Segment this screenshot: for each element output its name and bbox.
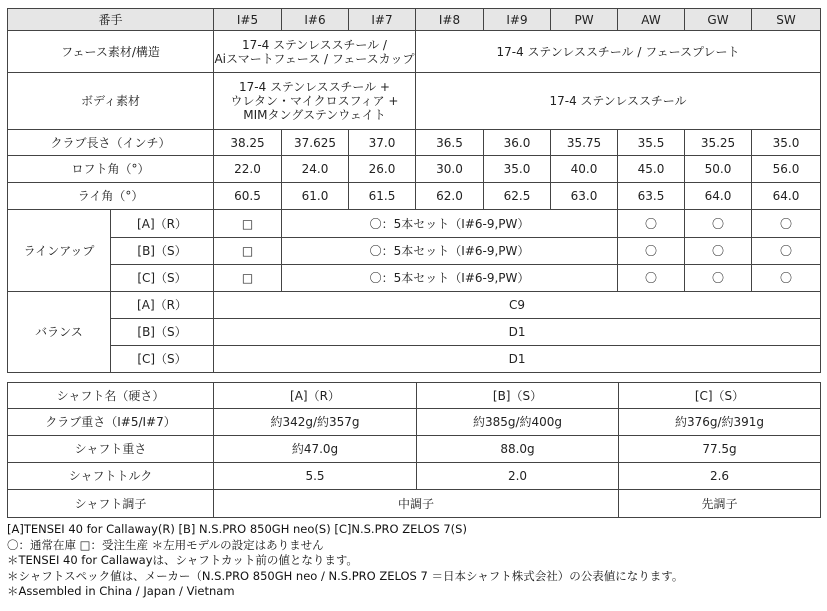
kick-point-label: シャフト調子	[8, 490, 214, 518]
lie-value: 64.0	[752, 183, 821, 210]
shaft-weight-value: 88.0g	[417, 436, 619, 463]
lineup-set: 〇：5本セット（I#6-9,PW）	[282, 210, 618, 238]
lineup-row	[8, 238, 821, 265]
lineup-shaft: [B]（S）	[111, 238, 214, 265]
balance-shaft: [B]（S）	[111, 319, 214, 346]
shaft-weight-value: 77.5g	[619, 436, 821, 463]
kick-point-ab: 中調子	[214, 490, 619, 518]
spec-table	[7, 8, 821, 373]
footnote-assembly: ＊Assembled in China / Japan / Vietnam	[7, 584, 235, 598]
shaft-table	[7, 382, 821, 518]
balance-label: バランス	[8, 292, 111, 373]
lineup-i5: □	[214, 210, 282, 238]
lineup-shaft: [C]（S）	[111, 265, 214, 292]
lineup-sw: 〇	[752, 210, 821, 238]
header-club: AW	[618, 9, 685, 31]
loft-value: 35.0	[484, 156, 551, 183]
loft-value: 56.0	[752, 156, 821, 183]
face-material-i8-sw: 17-4 ステンレススチール / フェースプレート	[416, 31, 821, 73]
balance-value: D1	[214, 319, 821, 346]
header-label: 番手	[8, 9, 214, 31]
shaft-weight-label: シャフト重さ	[8, 436, 214, 463]
lie-value: 60.5	[214, 183, 282, 210]
face-material-i5-i7: 17-4 ステンレススチール / Aiスマートフェース / フェースカップ	[214, 31, 416, 73]
shaft-name-row	[8, 383, 821, 409]
length-value: 35.75	[551, 130, 618, 156]
loft-row	[8, 156, 821, 183]
lie-value: 64.0	[685, 183, 752, 210]
loft-value: 30.0	[416, 156, 484, 183]
footnotes	[7, 522, 683, 600]
club-weight-label: クラブ重さ（I#5/I#7）	[8, 409, 214, 436]
lineup-set: 〇：5本セット（I#6-9,PW）	[282, 238, 618, 265]
shaft-name-value: [C]（S）	[619, 383, 821, 409]
body-material-i8-sw: 17-4 ステンレススチール	[416, 73, 821, 130]
club-weight-value: 約342g/約357g	[214, 409, 417, 436]
torque-value: 5.5	[214, 463, 417, 490]
club-weight-value: 約385g/約400g	[417, 409, 619, 436]
footnote-shaft-legend: [A]TENSEI 40 for Callaway(R) [B] N.S.PRO 850GH neo(S) [C]N.S.PRO ZELOS 7(S)	[7, 522, 467, 536]
lie-row	[8, 183, 821, 210]
lineup-sw: 〇	[752, 265, 821, 292]
footnote-spec-source: ＊シャフトスペック値は、メーカー（N.S.PRO 850GH neo / N.S.PRO ZELOS 7 ＝日本シャフト株式会社）の公表値になります。	[7, 568, 684, 583]
length-value: 35.25	[685, 130, 752, 156]
length-value: 37.0	[349, 130, 416, 156]
lineup-row	[8, 265, 821, 292]
footnote-tensei-note: ＊TENSEI 40 for Callawayは、シャフトカット前の値となります。	[7, 553, 358, 567]
header-club: I#8	[416, 9, 484, 31]
header-club: I#6	[282, 9, 349, 31]
header-club: GW	[685, 9, 752, 31]
torque-value: 2.6	[619, 463, 821, 490]
loft-value: 40.0	[551, 156, 618, 183]
balance-value: C9	[214, 292, 821, 319]
lineup-set: 〇：5本セット（I#6-9,PW）	[282, 265, 618, 292]
shaft-weight-value: 約47.0g	[214, 436, 417, 463]
lie-value: 62.0	[416, 183, 484, 210]
header-club: PW	[551, 9, 618, 31]
shaft-name-value: [A]（R）	[214, 383, 417, 409]
footnote-symbol-legend: 〇：通常在庫 □：受注生産 ＊左用モデルの設定はありません	[7, 537, 324, 552]
loft-label: ロフト角（°）	[8, 156, 214, 183]
lineup-sw: 〇	[752, 238, 821, 265]
lineup-i5: □	[214, 265, 282, 292]
length-label: クラブ長さ（インチ）	[8, 130, 214, 156]
header-row	[8, 9, 821, 31]
torque-label: シャフトトルク	[8, 463, 214, 490]
balance-row	[8, 319, 821, 346]
shaft-name-value: [B]（S）	[417, 383, 619, 409]
loft-value: 26.0	[349, 156, 416, 183]
lie-value: 61.0	[282, 183, 349, 210]
length-value: 37.625	[282, 130, 349, 156]
balance-row	[8, 292, 821, 319]
club-weight-value: 約376g/約391g	[619, 409, 821, 436]
body-material-row	[8, 73, 821, 130]
lineup-shaft: [A]（R）	[111, 210, 214, 238]
header-club: I#9	[484, 9, 551, 31]
lie-value: 63.0	[551, 183, 618, 210]
loft-value: 50.0	[685, 156, 752, 183]
header-club: SW	[752, 9, 821, 31]
lineup-gw: 〇	[685, 265, 752, 292]
length-value: 38.25	[214, 130, 282, 156]
lie-label: ライ角（°）	[8, 183, 214, 210]
balance-shaft: [A]（R）	[111, 292, 214, 319]
face-material-row	[8, 31, 821, 73]
lineup-aw: 〇	[618, 265, 685, 292]
torque-row	[8, 463, 821, 490]
loft-value: 22.0	[214, 156, 282, 183]
lineup-row	[8, 210, 821, 238]
lineup-gw: 〇	[685, 210, 752, 238]
shaft-weight-row	[8, 436, 821, 463]
kick-point-row	[8, 490, 821, 518]
kick-point-c: 先調子	[619, 490, 821, 518]
lie-value: 63.5	[618, 183, 685, 210]
lie-value: 62.5	[484, 183, 551, 210]
header-club: I#7	[349, 9, 416, 31]
loft-value: 45.0	[618, 156, 685, 183]
length-value: 36.0	[484, 130, 551, 156]
shaft-name-label: シャフト名（硬さ）	[8, 383, 214, 409]
lie-value: 61.5	[349, 183, 416, 210]
lineup-aw: 〇	[618, 238, 685, 265]
length-row	[8, 130, 821, 156]
balance-shaft: [C]（S）	[111, 346, 214, 373]
torque-value: 2.0	[417, 463, 619, 490]
face-material-label: フェース素材/構造	[8, 31, 214, 73]
lineup-gw: 〇	[685, 238, 752, 265]
length-value: 35.5	[618, 130, 685, 156]
lineup-label: ラインアップ	[8, 210, 111, 292]
header-club: I#5	[214, 9, 282, 31]
club-weight-row	[8, 409, 821, 436]
balance-row	[8, 346, 821, 373]
length-value: 36.5	[416, 130, 484, 156]
body-material-i5-i7: 17-4 ステンレススチール + ウレタン・マイクロスフィア + MIMタングステンウェイト	[214, 73, 416, 130]
length-value: 35.0	[752, 130, 821, 156]
lineup-i5: □	[214, 238, 282, 265]
lineup-aw: 〇	[618, 210, 685, 238]
loft-value: 24.0	[282, 156, 349, 183]
balance-value: D1	[214, 346, 821, 373]
body-material-label: ボディ素材	[8, 73, 214, 130]
